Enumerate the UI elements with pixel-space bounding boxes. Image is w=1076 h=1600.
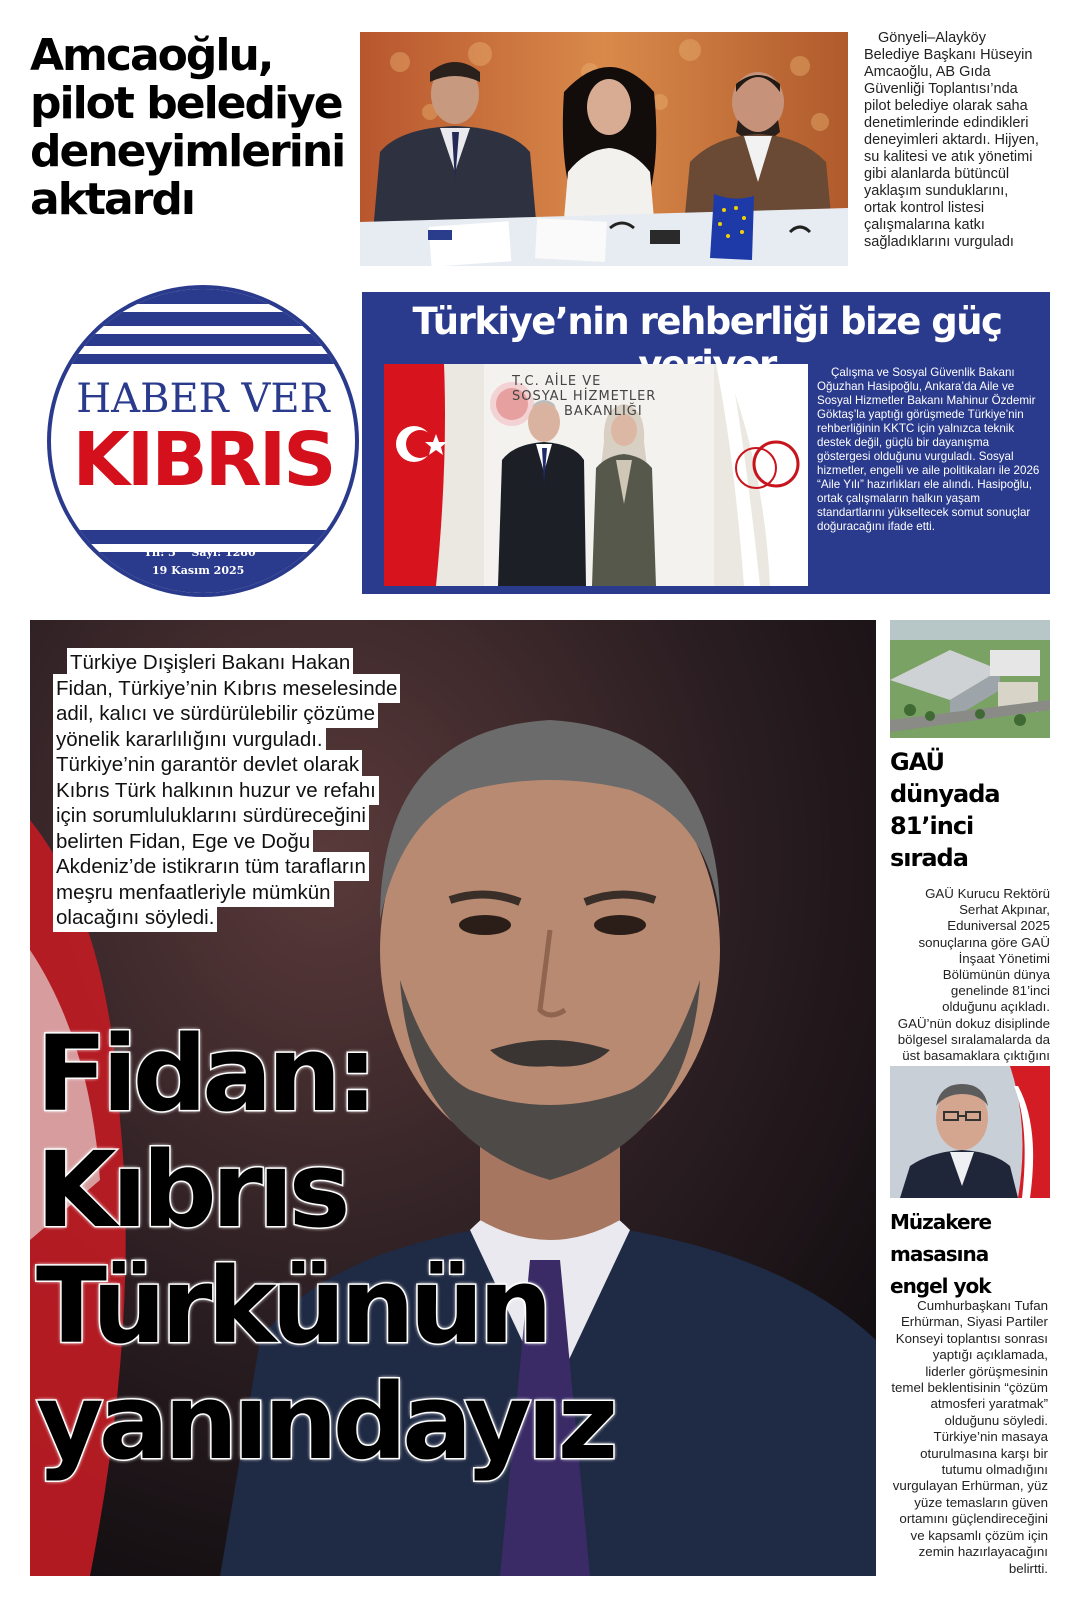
top-story-headline: Amcaoğlu, pilot belediye deneyimlerini aktardı xyxy=(30,30,345,225)
masthead-name-line2: KIBRIS xyxy=(72,417,334,503)
band-story-body: Çalışma ve Sosyal Güvenlik Bakanı Oğuzhan Hasipoğlu, Ankara’da Aile ve Sosyal Hizmetler Bakanı Mahinur Özdemir Göktaş’la yaptığı görüşmede Türkiye’nin rehberliğinin KKTC için yalnızca teknik destek değil, güçlü bir dayanışma göstergesi olduğunu vurguladı. Sosyal hizmetler, engelli ve aile politikaları ile 2026 “Aile Yılı” hazırlıkları ele alındı. Hasipoğlu, ortak çalışmaların halkın yaşam standartlarını yükseltecek somut sonuçlar doğuracağını ifade etti. xyxy=(817,366,1040,533)
main-headline-line4: yanındayız xyxy=(36,1361,614,1483)
meeting-photo-illustration xyxy=(360,32,848,266)
campus-aerial-illustration xyxy=(890,620,1050,738)
masthead-date: 19 Kasım 2025 xyxy=(152,564,245,577)
gau-story-body: GAÜ Kurucu Rektörü Serhat Akpınar, Eduniversal 2025 sonuçlarına göre GAÜ İnşaat Yönetimi Bölümünün dünya genelinde 81’inci olduğunu açıkladı. GAÜ’nün dokuz disiplinde bölgesel sıralamalarda da üst basamaklara çıktığını xyxy=(897,886,1050,1064)
gau-story-headline: GAÜ dünyada 81’inci sırada xyxy=(890,748,1000,872)
masthead-year: Yıl: 3 xyxy=(144,546,176,559)
main-headline-line3: Türkünün xyxy=(36,1245,548,1367)
top-story-photo xyxy=(360,32,848,266)
main-headline-line2: Kıbrıs xyxy=(36,1129,346,1251)
main-story-intro xyxy=(56,650,406,931)
top-story-body: Gönyeli–Alayköy Belediye Başkanı Hüseyin Amcaoğlu, AB Gıda Güvenliği Toplantısı’nda pilot belediye olarak saha denetimlerinde edindikleri deneyimleri aktardı. Hijyen, su kalitesi ve atık yönetimi gibi alanlarda bütüncül yaklaşım sunduklarını, ortak kontrol listesi çalışmalarına katkı sağladıklarını vurguladı xyxy=(864,30,1039,250)
band-story-headline: Türkiye’nin rehberliği bize güç xyxy=(412,300,1002,343)
gau-story-photo xyxy=(890,620,1050,738)
muzakere-story-body: Cumhurbaşkanı Tufan Erhürman, Siyasi Partiler Konseyi toplantısı sonrası yaptığı açıklamada, liderler görüşmesinin temel beklentisinin “çözüm atmosferi yaratmak” olduğunu söyledi. Türkiye’nin masaya oturulmasına karşı bir tutumu olmadığını vurgulayan Erhürman, yüz yüze temasların güven ortamını güçlendireceğini ve kapsamlı çözüm için zemin hazırlayacağını belirtti. xyxy=(891,1298,1048,1576)
masthead-issue-info xyxy=(144,546,256,559)
band-photo-sign-line2: SOSYAL HİZMETLER xyxy=(512,389,657,404)
band-photo-sign-line3: BAKANLIĞI xyxy=(564,404,643,419)
main-story-intro-text: Türkiye Dışişleri Bakanı Hakan Fidan, Türkiye’nin Kıbrıs meselesinde adil, kalıcı ve sürdürülebilir çözüme yönelik kararlılığını vurguladı. Türkiye’nin garantör devlet olarak Kıbrıs Türk halkının huzur ve refahı için sorumluluklarını sürdüreceğini belirten Fidan, Ege ve Doğu Akdeniz’de istikrarın tüm tarafların meşru menfaatleriyle mümkün olacağını söyledi. xyxy=(56,651,398,929)
main-story-headline xyxy=(36,1013,856,1483)
main-headline-line1: Fidan: xyxy=(36,1013,373,1135)
masthead-issue: Sayı: 1280 xyxy=(191,546,256,559)
muzakere-story-photo xyxy=(890,1066,1050,1198)
band-photo-sign xyxy=(484,374,704,419)
muzakere-story-headline: Müzakere masasına engel yok xyxy=(890,1210,992,1298)
masthead-name-line1: HABER VER xyxy=(76,376,330,422)
president-portrait-illustration xyxy=(890,1066,1050,1198)
band-photo-sign-line1: T.C. AİLE VE xyxy=(512,374,602,389)
